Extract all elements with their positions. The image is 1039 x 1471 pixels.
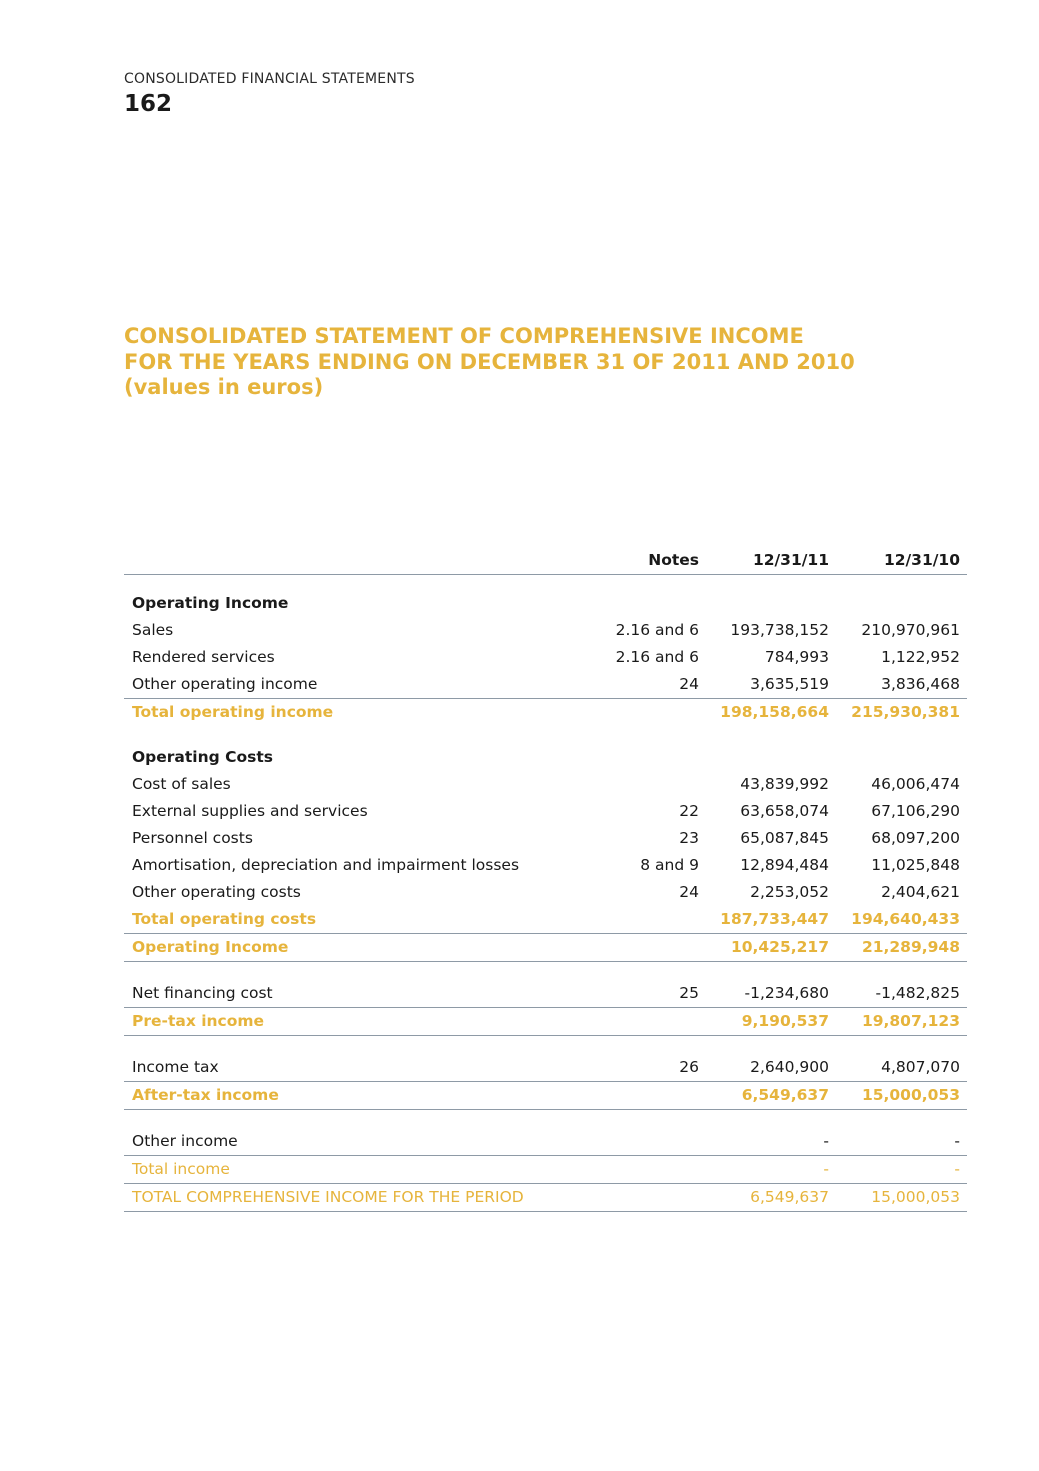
row-value-2010: 3,836,468: [881, 675, 960, 693]
row-value-2010: 2,404,621: [881, 883, 960, 901]
row-value-2011: 193,738,152: [730, 621, 829, 639]
total-operating-costs-row: [124, 906, 967, 934]
title-line-1: CONSOLIDATED STATEMENT OF COMPREHENSIVE INCOME: [124, 324, 804, 348]
row-value-2011: 198,158,664: [720, 703, 829, 721]
table-row: [124, 825, 967, 852]
table-row: [124, 1054, 967, 1082]
row-notes: 2.16 and 6: [615, 648, 699, 666]
row-value-2011: -: [823, 1132, 829, 1150]
row-value-2010: 210,970,961: [861, 621, 960, 639]
row-value-2010: 215,930,381: [851, 703, 960, 721]
row-label: Total operating income: [132, 703, 334, 721]
title-line-3: (values in euros): [124, 375, 324, 399]
row-value-2011: 6,549,637: [750, 1188, 829, 1206]
row-value-2011: 43,839,992: [740, 775, 829, 793]
row-value-2011: 10,425,217: [730, 938, 829, 956]
table-row: [124, 771, 967, 798]
total-operating-income-row: [124, 699, 967, 726]
row-label: Operating Income: [132, 938, 289, 956]
row-value-2010: -: [954, 1132, 960, 1150]
row-label: Personnel costs: [132, 829, 253, 847]
row-value-2011: 63,658,074: [740, 802, 829, 820]
column-header-2010: 12/31/10: [883, 551, 960, 569]
row-label: Net financing cost: [132, 984, 273, 1002]
row-value-2010: 1,122,952: [881, 648, 960, 666]
row-notes: 24: [679, 883, 699, 901]
row-notes: 8 and 9: [640, 856, 699, 874]
row-label: Rendered services: [132, 648, 275, 666]
row-value-2011: 2,253,052: [750, 883, 829, 901]
section-heading-operating-costs: Operating Costs: [132, 748, 274, 766]
table-row: [124, 980, 967, 1008]
row-value-2011: -1,234,680: [744, 984, 829, 1002]
row-notes: 25: [679, 984, 699, 1002]
table-row: [124, 852, 967, 879]
row-value-2010: 15,000,053: [871, 1188, 960, 1206]
pre-tax-income-row: [124, 1008, 967, 1036]
table-header: [124, 546, 967, 575]
section-label: CONSOLIDATED FINANCIAL STATEMENTS: [124, 71, 415, 87]
row-value-2011: 3,635,519: [750, 675, 829, 693]
row-label: Total operating costs: [132, 910, 317, 928]
row-label: Sales: [132, 621, 174, 639]
section-heading-operating-income: Operating Income: [132, 594, 289, 612]
row-value-2011: 784,993: [764, 648, 829, 666]
row-value-2011: 9,190,537: [741, 1012, 829, 1030]
row-notes: 24: [679, 675, 699, 693]
row-label: External supplies and services: [132, 802, 368, 820]
row-value-2010: 11,025,848: [871, 856, 960, 874]
row-notes: 22: [679, 802, 699, 820]
row-value-2010: 4,807,070: [881, 1058, 960, 1076]
row-notes: 26: [679, 1058, 699, 1076]
row-label: Amortisation, depreciation and impairment losses: [132, 856, 520, 874]
row-value-2010: 19,807,123: [861, 1012, 960, 1030]
title-line-2: FOR THE YEARS ENDING ON DECEMBER 31 OF 2011 AND 2010: [124, 349, 855, 374]
after-tax-income-row: [124, 1082, 967, 1110]
row-value-2010: 15,000,053: [861, 1086, 960, 1104]
row-label: After-tax income: [132, 1086, 279, 1104]
total-comprehensive-income-row: [124, 1184, 967, 1212]
row-label: TOTAL COMPREHENSIVE INCOME FOR THE PERIOD: [132, 1188, 524, 1206]
row-value-2011: 187,733,447: [720, 910, 829, 928]
row-label: Other income: [132, 1132, 238, 1150]
row-label: Income tax: [132, 1058, 219, 1076]
column-header-notes: Notes: [648, 551, 699, 569]
operating-income-result-row: [124, 934, 967, 962]
income-statement-table: [124, 546, 967, 1212]
row-value-2010: 194,640,433: [851, 910, 960, 928]
table-row: [124, 798, 967, 825]
row-notes: 2.16 and 6: [615, 621, 699, 639]
column-header-2011: 12/31/11: [752, 551, 829, 569]
page-number: 162: [124, 91, 173, 117]
row-label: Other operating income: [132, 675, 318, 693]
row-label: Cost of sales: [132, 775, 231, 793]
row-label: Total income: [132, 1160, 230, 1178]
row-value-2011: 2,640,900: [750, 1058, 829, 1076]
table-row: [124, 644, 967, 671]
row-value-2011: -: [823, 1160, 829, 1178]
row-value-2010: -: [954, 1160, 960, 1178]
row-value-2010: 46,006,474: [871, 775, 960, 793]
row-value-2011: 12,894,484: [740, 856, 829, 874]
row-value-2010: 68,097,200: [871, 829, 960, 847]
table-row: [124, 879, 967, 906]
row-value-2010: 67,106,290: [871, 802, 960, 820]
row-value-2010: -1,482,825: [875, 984, 960, 1002]
table-row: [124, 1128, 967, 1156]
table-row: [124, 671, 967, 699]
statement-title: [124, 324, 884, 401]
row-value-2011: 6,549,637: [741, 1086, 829, 1104]
row-label: Pre-tax income: [132, 1012, 265, 1030]
row-value-2011: 65,087,845: [740, 829, 829, 847]
row-notes: 23: [679, 829, 699, 847]
total-income-row: [124, 1156, 967, 1184]
row-value-2010: 21,289,948: [861, 938, 960, 956]
row-label: Other operating costs: [132, 883, 301, 901]
table-row: [124, 617, 967, 644]
